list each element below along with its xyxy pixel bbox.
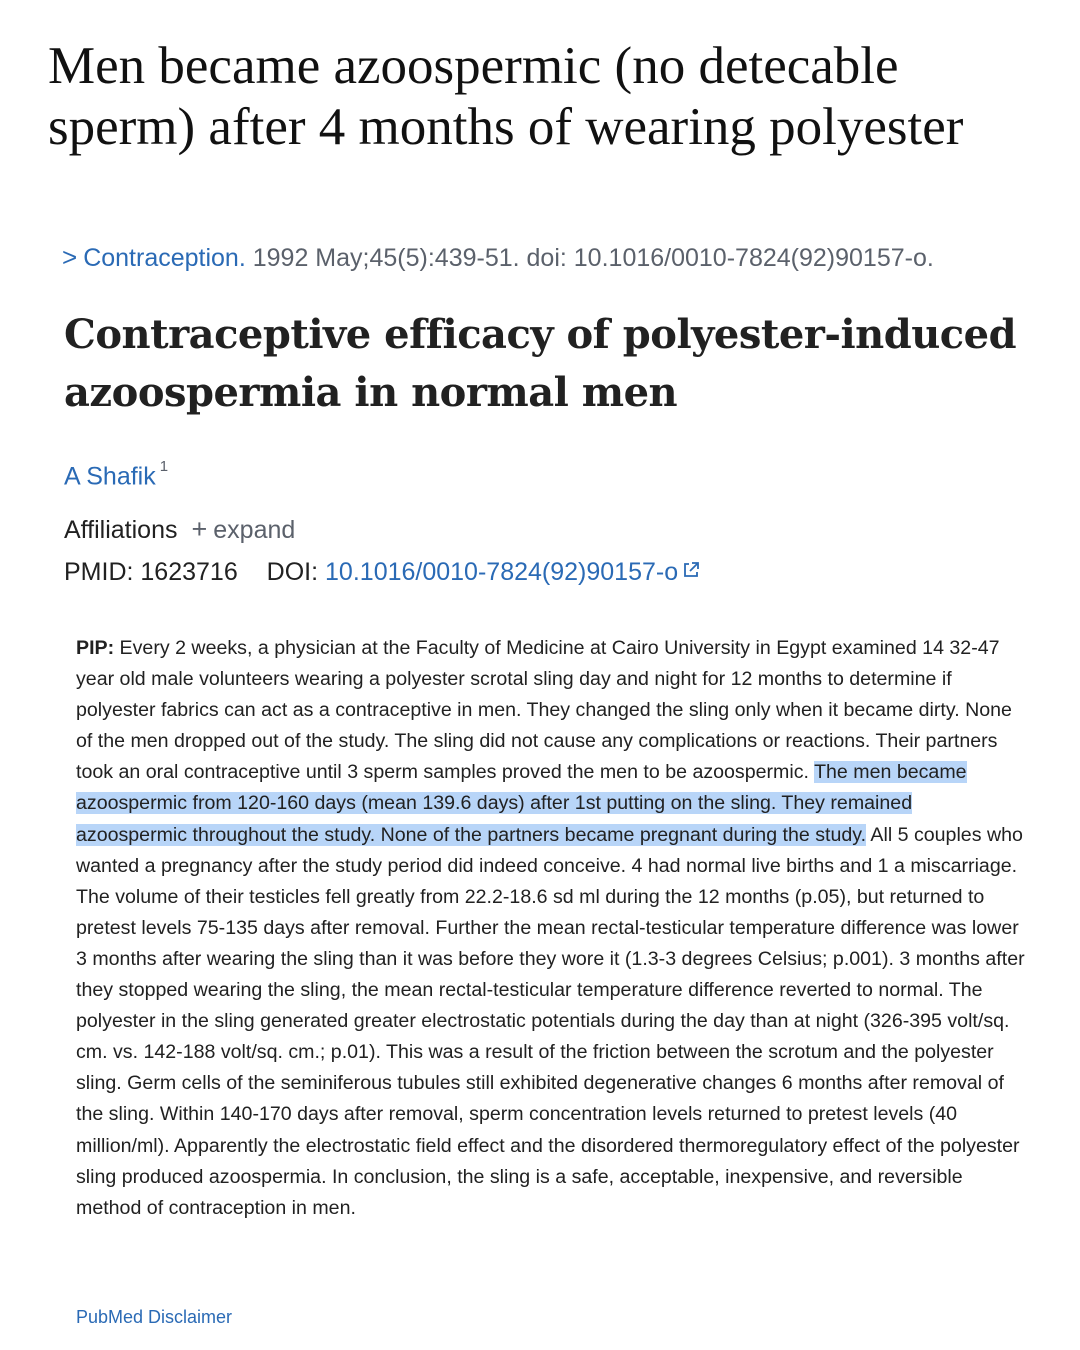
article-title: Contraceptive efficacy of polyester-induced azoospermia in normal men <box>64 311 1017 416</box>
journal-link[interactable]: Contraception. <box>83 244 246 272</box>
post-headline: Men became azoospermic (no detecable sperm) after 4 months of wearing polyester <box>48 37 964 156</box>
doi-label: DOI: <box>266 558 319 586</box>
affiliations-toggle[interactable] <box>64 512 295 547</box>
author-affiliation-number[interactable]: 1 <box>159 458 169 475</box>
doi-link[interactable]: 10.1016/0010-7824(92)90157-o <box>325 558 679 586</box>
article-identifiers <box>64 555 700 590</box>
author-link[interactable]: A Shafik <box>64 462 156 491</box>
journal-citation <box>62 240 934 275</box>
abstract-text-before: Every 2 weeks, a physician at the Faculty of Medicine at Cairo University in Egypt examined 14 32-47 year old male volunteers wearing a polyester scrotal sling day and night for 12 months to determine if polyester fabrics can act as a contraceptive in men. They changed the sling only when it became dirty. None of the men dropped out of the study. The sling did not cause any complications or reactions. Their partners took an oral contraceptive until 3 sperm samples proved the men to be azoospermic. <box>76 637 1012 784</box>
pubmed-disclaimer-link[interactable]: PubMed Disclaimer <box>76 1307 233 1327</box>
abstract-label: PIP: <box>76 637 115 659</box>
affiliations-label: Affiliations <box>64 516 178 544</box>
expand-button[interactable]: expand <box>213 516 296 544</box>
author-list <box>64 454 168 493</box>
chevron-right-icon[interactable]: > <box>62 242 78 272</box>
plus-icon[interactable]: + <box>191 514 208 544</box>
abstract-text-after: All 5 couples who wanted a pregnancy after the study period did indeed conceive. 4 had normal live births and 1 a miscarriage. The volume of their testicles fell greatly from 22.2-18.6 sd ml during the 12 months (p.05), but returned to pretest levels 75-135 days after removal. Further the mean rectal-testicular temperature difference was lower 3 months after wearing the sling than it was before they wore it (1.3-3 degrees Celsius; p.001). 3 months after they stopped wearing the sling, the mean rectal-testicular temperature difference reverted to normal. The polyester in the sling generated greater electrostatic potentials during the day than at night (326-395 volt/sq. cm. vs. 142-188 volt/sq. cm.; p.01). This was a result of the friction between the scrotum and the polyester sling. Germ cells of the seminiferous tubules still exhibited degenerative changes 6 months after removal of the sling. Within 140-170 days after removal, sperm concentration levels returned to pretest levels (40 million/ml). Apparently the electrostatic field effect and the disordered thermoregulatory effect of the polyester sling produced azoospermia. In conclusion, the sling is a safe, acceptable, inexpensive, and reversible method of contraception in men. <box>76 823 1025 1219</box>
abstract-text <box>76 633 1026 1224</box>
external-link-icon[interactable] <box>682 554 700 588</box>
highlighted-text: The men became azoospermic from 120-160 days (mean 139.6 days) after 1st putting on the sling. They remained azoospermic throughout the study. None of the partners became pregnant during the study. <box>76 761 967 846</box>
pmid: PMID: 1623716 <box>64 558 238 586</box>
citation-details: 1992 May;45(5):439-51. doi: 10.1016/0010-7824(92)90157-o. <box>252 244 934 272</box>
